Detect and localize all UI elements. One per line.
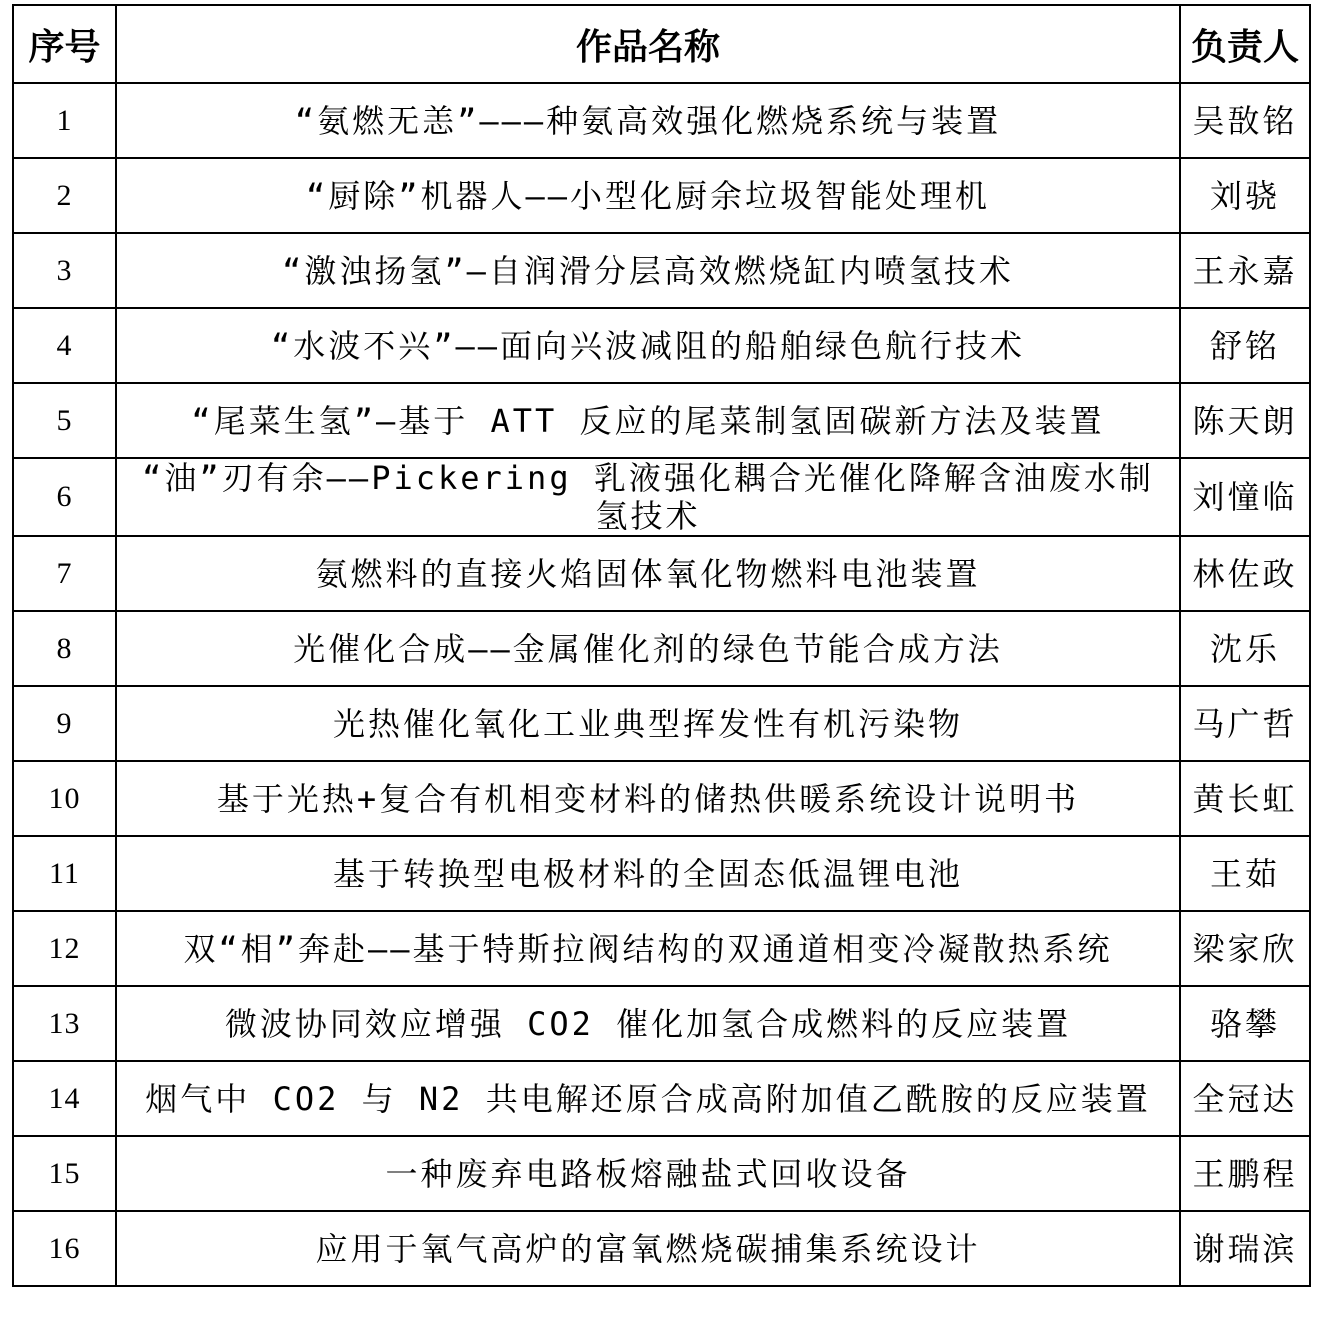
row-number: 1 bbox=[13, 83, 116, 158]
row-leader: 骆攀 bbox=[1180, 986, 1310, 1061]
row-title: 微波协同效应增强 CO2 催化加氢合成燃料的反应装置 bbox=[116, 986, 1180, 1061]
row-title: 一种废弃电路板熔融盐式回收设备 bbox=[116, 1136, 1180, 1211]
table-row bbox=[13, 1211, 1310, 1286]
row-number: 14 bbox=[13, 1061, 116, 1136]
header-number: 序号 bbox=[13, 5, 116, 83]
table-row bbox=[13, 986, 1310, 1061]
row-leader: 全冠达 bbox=[1180, 1061, 1310, 1136]
row-title: “厨除”机器人——小型化厨余垃圾智能处理机 bbox=[116, 158, 1180, 233]
row-leader: 陈天朗 bbox=[1180, 383, 1310, 458]
table-row bbox=[13, 83, 1310, 158]
row-number: 2 bbox=[13, 158, 116, 233]
row-leader: 马广哲 bbox=[1180, 686, 1310, 761]
row-number: 11 bbox=[13, 836, 116, 911]
table-row bbox=[13, 836, 1310, 911]
row-number: 13 bbox=[13, 986, 116, 1061]
row-leader: 黄长虹 bbox=[1180, 761, 1310, 836]
table-row bbox=[13, 911, 1310, 986]
row-leader: 王茹 bbox=[1180, 836, 1310, 911]
row-number: 15 bbox=[13, 1136, 116, 1211]
row-title: 光热催化氧化工业典型挥发性有机污染物 bbox=[116, 686, 1180, 761]
table-row bbox=[13, 233, 1310, 308]
table-row bbox=[13, 1061, 1310, 1136]
table-row bbox=[13, 1136, 1310, 1211]
row-title: 应用于氧气高炉的富氧燃烧碳捕集系统设计 bbox=[116, 1211, 1180, 1286]
row-number: 16 bbox=[13, 1211, 116, 1286]
row-title: “氨燃无恙”———种氨高效强化燃烧系统与装置 bbox=[116, 83, 1180, 158]
row-number: 5 bbox=[13, 383, 116, 458]
row-title: “水波不兴”——面向兴波减阻的船舶绿色航行技术 bbox=[116, 308, 1180, 383]
table-row bbox=[13, 458, 1310, 536]
row-title: “尾菜生氢”—基于 ATT 反应的尾菜制氢固碳新方法及装置 bbox=[116, 383, 1180, 458]
row-number: 8 bbox=[13, 611, 116, 686]
row-number: 12 bbox=[13, 911, 116, 986]
row-title: 烟气中 CO2 与 N2 共电解还原合成高附加值乙酰胺的反应装置 bbox=[116, 1061, 1180, 1136]
row-leader: 吴敔铭 bbox=[1180, 83, 1310, 158]
table-row bbox=[13, 158, 1310, 233]
header-leader: 负责人 bbox=[1180, 5, 1310, 83]
row-number: 4 bbox=[13, 308, 116, 383]
row-number: 3 bbox=[13, 233, 116, 308]
table-row bbox=[13, 383, 1310, 458]
row-leader: 谢瑞滨 bbox=[1180, 1211, 1310, 1286]
row-leader: 刘骁 bbox=[1180, 158, 1310, 233]
row-title: “激浊扬氢”—自润滑分层高效燃烧缸内喷氢技术 bbox=[116, 233, 1180, 308]
project-table bbox=[12, 4, 1311, 1287]
table-row bbox=[13, 536, 1310, 611]
row-title: 氨燃料的直接火焰固体氧化物燃料电池装置 bbox=[116, 536, 1180, 611]
row-title: 光催化合成——金属催化剂的绿色节能合成方法 bbox=[116, 611, 1180, 686]
table-row bbox=[13, 611, 1310, 686]
row-leader: 王永嘉 bbox=[1180, 233, 1310, 308]
table-row bbox=[13, 686, 1310, 761]
row-title: “油”刃有余——Pickering 乳液强化耦合光催化降解含油废水制氢技术 bbox=[116, 458, 1180, 536]
row-number: 10 bbox=[13, 761, 116, 836]
row-leader: 王鹏程 bbox=[1180, 1136, 1310, 1211]
row-leader: 沈乐 bbox=[1180, 611, 1310, 686]
row-number: 6 bbox=[13, 458, 116, 536]
row-leader: 梁家欣 bbox=[1180, 911, 1310, 986]
table-row bbox=[13, 308, 1310, 383]
row-title: 基于光热+复合有机相变材料的储热供暖系统设计说明书 bbox=[116, 761, 1180, 836]
row-number: 7 bbox=[13, 536, 116, 611]
header-row bbox=[13, 5, 1310, 83]
row-number: 9 bbox=[13, 686, 116, 761]
row-title: 双“相”奔赴——基于特斯拉阀结构的双通道相变冷凝散热系统 bbox=[116, 911, 1180, 986]
table-row bbox=[13, 761, 1310, 836]
header-title: 作品名称 bbox=[116, 5, 1180, 83]
row-leader: 舒铭 bbox=[1180, 308, 1310, 383]
row-leader: 刘憧临 bbox=[1180, 458, 1310, 536]
row-leader: 林佐政 bbox=[1180, 536, 1310, 611]
row-title: 基于转换型电极材料的全固态低温锂电池 bbox=[116, 836, 1180, 911]
